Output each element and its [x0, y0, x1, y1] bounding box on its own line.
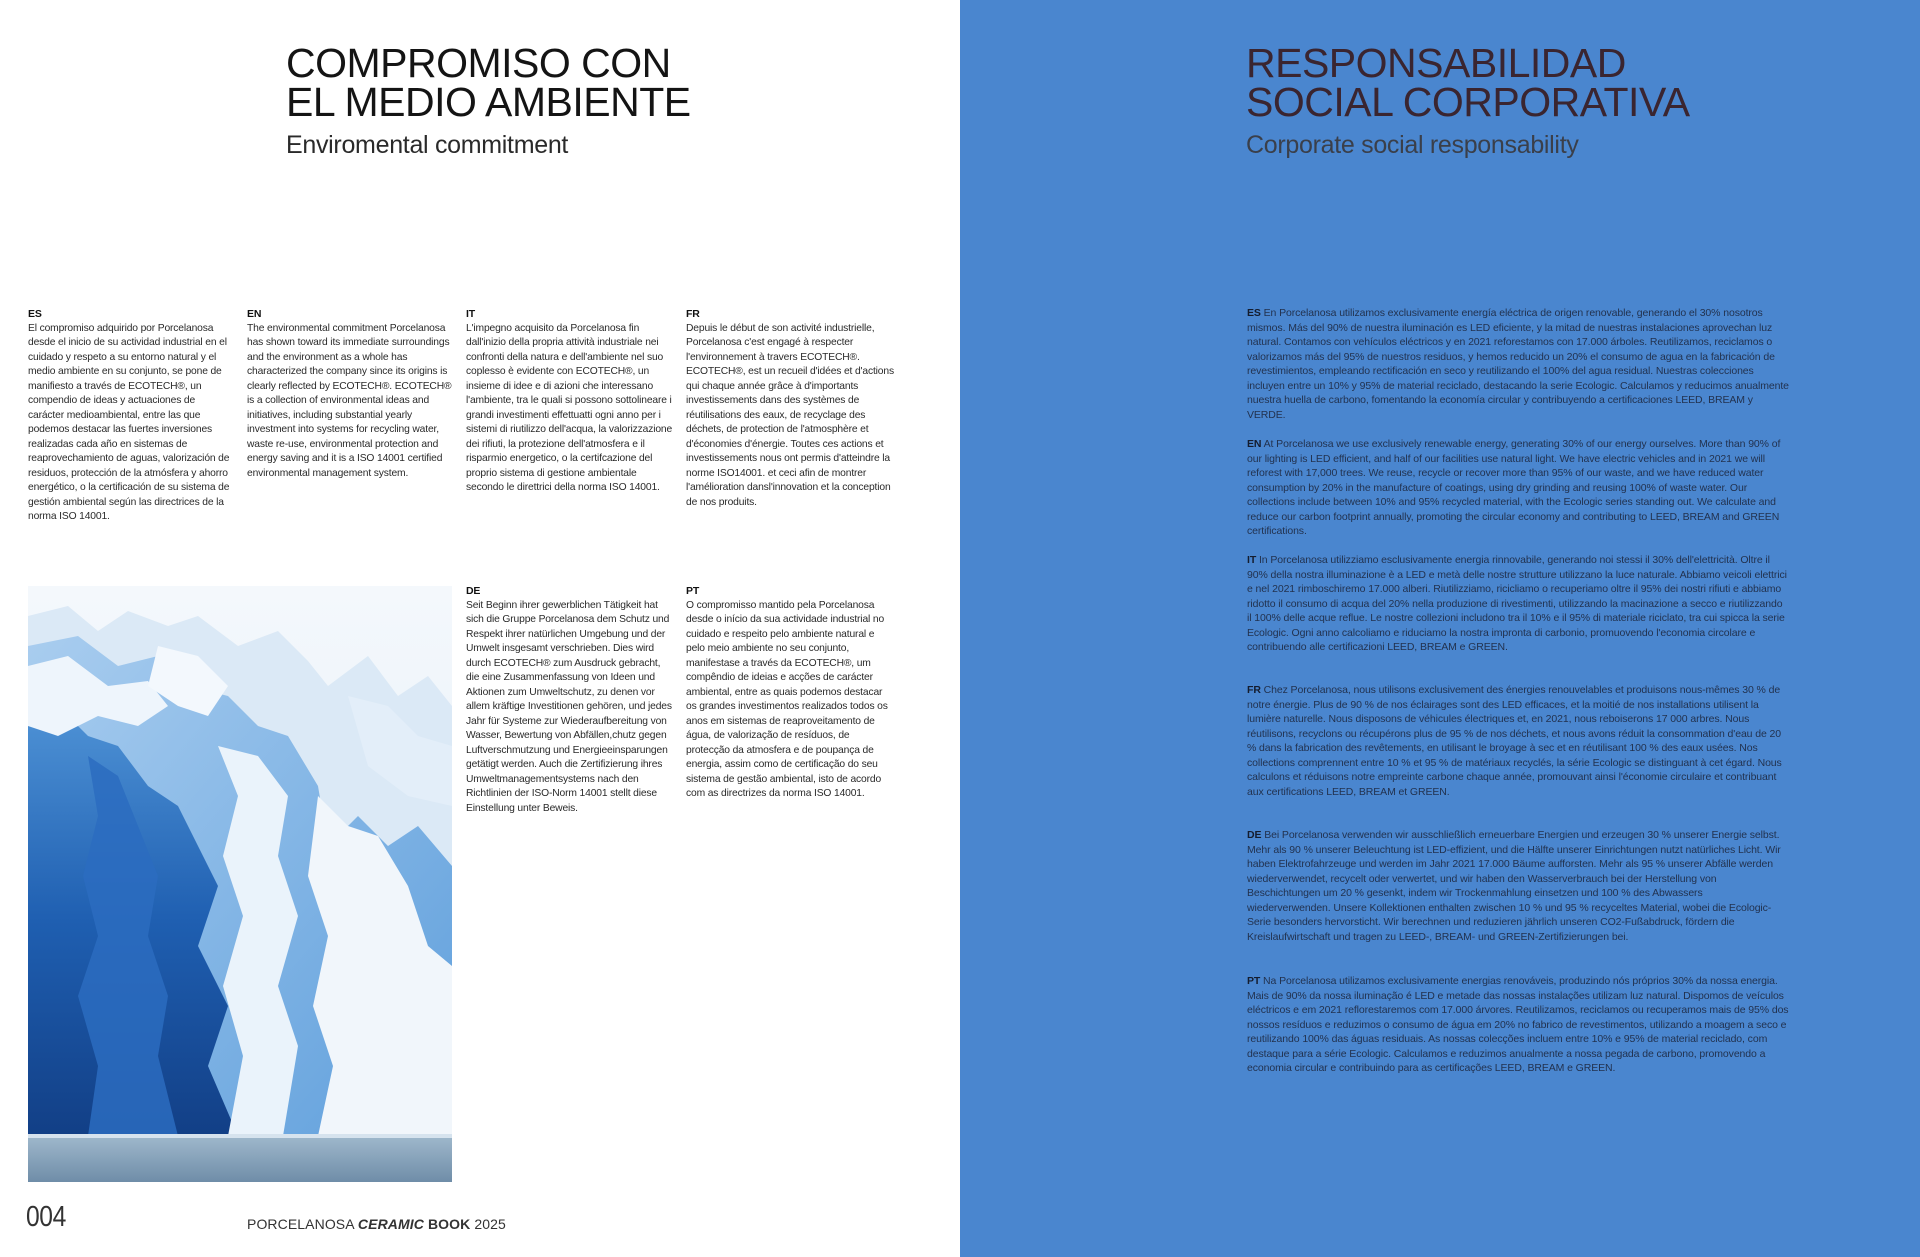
- footer-word-book: BOOK: [427, 1216, 471, 1232]
- language-code: PT: [1247, 975, 1261, 987]
- text-column-it: [466, 307, 674, 496]
- csr-paragraph-es: [1247, 306, 1789, 422]
- text-column-de: [466, 584, 674, 816]
- paragraph-text: At Porcelanosa we use exclusively renewable energy, generating 30% of our energy ourselves. More than 90% of our lighting is LED efficient, and half of our facilities use natural light. We have electric vehicles and in 2021 we will reforest with 17,000 trees. We reuse, recycle or recover more than 95% of our waste, and we have reduced water consumption by 20% in the manufacture of coatings, using dry grinding and reusing 100% of waste water. Our collections include between 10% and 95% recycled material, with the Ecologic series standing out. We calculate and reduce our carbon footprint annually, promoting the circular economy and contributing to LEED, BREAM and GREEN certifications.: [1247, 438, 1781, 537]
- paragraph-text: En Porcelanosa utilizamos exclusivamente energía eléctrica de origen renovable, generando el 30% nosotros mismos. Más del 90% de nuestra iluminación es LED eficiente, y la mitad de nuestras instalaciones aprovechan luz natural. Contamos con vehículos eléctricos y en 2021 reforestamos con 17.000 árboles. Reutilizamos, reciclamos o valorizamos más del 95% de nuestros residuos, y hemos reducido un 20% el consumo de agua en la fabricación de revestimientos, empleando rectificación en seco y reutilizando el 100% del agua residual. Nuestras colecciones incluyen entre un 10% y 95% de material reciclado, destacando la serie Ecologic. Calculamos y reducimos anualmente nuestra huella de carbono, fomentando la economía circular y contribuyendo a certificaciones LEED, BREAM y VERDE.: [1247, 307, 1789, 421]
- footer-word-ceramic: CERAMIC: [357, 1216, 424, 1232]
- csr-paragraph-en: [1247, 437, 1789, 539]
- column-text: O compromisso mantido pela Porcelanosa desde o início da sua actividade industrial no cuidado e respeito pelo ambiente natural e pelo meio ambiente no seu conjunto, manifestase a través da ECOTECH®, um compêndio de ideias e acções de carácter ambiental, entre as quais podemos destacar os grandes investimentos realizados todos os anos em sistemas de reaproveitamento de água, de valorização de resíduos, de protecção da atmosfera e de poupança de energia, assim como de certificação do seu sistema de gestão ambiental, isto de acordo com as directrizes da norma ISO 14001.: [686, 599, 888, 799]
- environment-title-line1: COMPROMISO CON: [286, 40, 671, 86]
- csr-subtitle: Corporate social responsability: [1246, 131, 1579, 159]
- column-text: The environmental commitment Porcelanosa has shown toward its immediate surroundings and the environment as a whole has characterized the company since its origins is clearly reflected by ECOTECH®. ECOTECH® is a collection of environmental ideas and initiatives, including substantial yearly investment into systems for recycling water, waste re-use, environmental protection and energy saving and it is a ISO 14001 certified environmental management system.: [247, 322, 452, 479]
- glacier-photo: [28, 586, 452, 1182]
- environment-title: [286, 40, 691, 125]
- footer-brand: PORCELANOSA: [247, 1216, 354, 1232]
- language-code: DE: [466, 585, 481, 597]
- csr-title: [1246, 40, 1690, 125]
- column-text: El compromiso adquirido por Porcelanosa desde el inicio de su actividad industrial en el cuidado y respeto a su entorno natural y el medio ambiente en su conjunto, se pone de manifiesto a través de ECOTECH®, un compendio de ideas y actuaciones de carácter medioambiental, entre las que podemos destacar las fuertes inversiones realizadas cada año en sistemas de reaprovechamiento de aguas, valorización de residuos, protección de la atmósfera y ahorro energético, o la certificación de su sistema de gestión ambiental según las directrices de la norma ISO 14001.: [28, 322, 230, 522]
- glacier-illustration: [28, 586, 452, 1182]
- csr-paragraph-de: [1247, 828, 1789, 944]
- language-code: FR: [686, 308, 700, 320]
- footer-brand-line: [247, 1216, 506, 1232]
- column-text: Depuis le début de son activité industrielle, Porcelanosa c'est engagé à respecter l'environnement à travers ECOTECH®. ECOTECH®, est un recueil d'idées et d'actions qui chaque année grâce à d'importants investissements dans des systèmes de réutilisations des eaux, de recyclage des déchets, de protection de l'atmosphère et d'économies d'énergie. Toutes ces actions et investissements nous ont permis d'atteindre la norme ISO14001. et ceci afin de montrer l'amélioration dansl'innovation et la conception de nos produits.: [686, 322, 894, 508]
- language-code: DE: [1247, 829, 1262, 841]
- text-column-fr: [686, 307, 894, 510]
- csr-title-line2: SOCIAL CORPORATIVA: [1246, 79, 1690, 125]
- environment-subtitle: Enviromental commitment: [286, 131, 569, 159]
- column-text: Seit Beginn ihrer gewerblichen Tätigkeit hat sich die Gruppe Porcelanosa dem Schutz und Respekt ihrer natürlichen Umgebung und der Umwelt insgesamt verschrieben. Dies wird durch ECOTECH® zum Ausdruck gebracht, die eine Zusammenfassung von Ideen und Aktionen zum Umweltschutz, zu denen vor allem kräftige Investitionen gehören, und jedes Jahr für Systeme zur Wiederaufbereitung von Wasser, Bewertung von Abfällen,chutz gegen Luftverschmutzung und Energieeinsparungen getätigt werden. Auch die Zertifizierung ihres Umweltmanagementsystems nach den Richtlinien der ISO-Norm 14001 stellt diese Einstellung unter Beweis.: [466, 599, 672, 814]
- text-column-es: [28, 307, 233, 525]
- language-code: IT: [1247, 554, 1257, 566]
- language-code: IT: [466, 308, 476, 320]
- language-code: EN: [1247, 438, 1262, 450]
- csr-paragraph-fr: [1247, 683, 1789, 799]
- language-code: FR: [1247, 684, 1261, 696]
- text-column-en: [247, 307, 457, 481]
- csr-paragraph-pt: [1247, 974, 1789, 1076]
- environment-title-line2: EL MEDIO AMBIENTE: [286, 79, 691, 125]
- csr-title-line1: RESPONSABILIDAD: [1246, 40, 1626, 86]
- csr-paragraph-it: [1247, 553, 1789, 655]
- column-text: L'impegno acquisito da Porcelanosa fin dall'inizio della propria attività industriale nei confronti della natura e dell'ambiente nel suo coplesso è evidente con ECOTECH®, un insieme di idee e di azioni che interessano l'ambiente, tra le quali si possono sottolineare i grandi investimenti effettuatti ogni anno per i sistemi di riutilizzo dell'acqua, la valorizzazione dei rifiuti, la protezione dell'atmosfera e il risparmio energetico, o la certifcazione del proprio sistema di gestione ambientale secondo le direttrici della norma ISO 14001.: [466, 322, 673, 493]
- paragraph-text: Bei Porcelanosa verwenden wir ausschließlich erneuerbare Energien und erzeugen 30 % unserer Energie selbst. Mehr als 90 % unserer Beleuchtung ist LED-effizient, und die Hälfte unserer Einrichtungen nutzt natürliches Licht. Wir haben Elektrofahrzeuge und werden im Jahr 2021 17.000 Bäume aufforsten. Mehr als 95 % unserer Abfälle werden wiederverwendet, recycelt oder verwertet, und wir haben den Wasserverbrauch bei der Herstellung von Beschichtungen um 20 % gesenkt, indem wir Trockenmahlung einsetzen und 100 % des Abwassers wiederverwenden. Unsere Kollektionen enthalten zwischen 10 % und 95 % recyceltes Material, wobei die Ecologic-Serie besonders hervorsticht. Wir berechnen und reduzieren jährlich unseren CO2-Fußabdruck, fördern die Kreislaufwirtschaft und tragen zu LEED-, BREAM- und GREEN-Zertifizierungen bei.: [1247, 829, 1781, 943]
- language-code: ES: [1247, 307, 1261, 319]
- paragraph-text: Na Porcelanosa utilizamos exclusivamente energias renováveis, produzindo nós próprios 30% da nossa energia. Mais de 90% da nossa iluminação é LED e metade das nossas instalações utilizam luz natural. Dispomos de veículos eléctricos e em 2021 reflorestaremos com 17.000 árvores. Reutilizamos, reciclamos ou recuperamos mais de 95% dos nossos resíduos e reduzimos o consumo de água em 20% no fabrico de revestimentos, utilizando a moagem a seco e reutilizando 100% das águas residuais. As nossas colecções incluem entre 10% e 95% de material reciclado, com destaque para a série Ecologic. Calculamos e reduzimos anualmente a nossa pegada de carbono, promovendo a economia circular e contribuindo para as certificações LEED, BREAM e GREEN.: [1247, 975, 1789, 1074]
- page-number: 004: [26, 1201, 66, 1233]
- paragraph-text: Chez Porcelanosa, nous utilisons exclusivement des énergies renouvelables et produisons nous-mêmes 30 % de notre énergie. Plus de 90 % de nos éclairages sont des LED efficaces, et la moitié de nos installations utilisent la lumière naturelle. Nous disposons de véhicules électriques et, en 2021, nous reboiserons 17 000 arbres. Nous réutilisons, recyclons ou récupérons plus de 95 % de nos déchets, et nous avons réduit la consommation d'eau de 20 % dans la fabrication des revêtements, en utilisant le broyage à sec et en réutilisant 100 % des eaux usées. Nos collections comprennent entre 10 % et 95 % de matériaux recyclés, la série Ecologic se distinguant à cet égard. Nous calculons et réduisons notre empreinte carbone chaque année, promouvant ainsi l'économie circulaire et contribuant aux certifications LEED, BREAM et GREEN.: [1247, 684, 1782, 798]
- language-code: EN: [247, 308, 262, 320]
- text-column-pt: [686, 584, 894, 802]
- footer-year: 2025: [474, 1216, 506, 1232]
- language-code: PT: [686, 585, 700, 597]
- language-code: ES: [28, 308, 42, 320]
- paragraph-text: In Porcelanosa utilizziamo esclusivamente energia rinnovabile, generando noi stessi il 30% dell'elettricità. Oltre il 90% della nostra illuminazione è a LED e metà delle nostre strutture utilizzano la luce naturale. Abbiamo veicoli elettrici e nel 2021 rimboschiremo 17.000 alberi. Riutilizziamo, ricicliamo o recuperiamo oltre il 95% dei nostri rifiuti e abbiamo ridotto il consumo di acqua del 20% nella produzione di rivestimenti, utilizzando la macinazione a secco e riutilizzando il 100% delle acque reflue. Le nostre collezioni includono tra il 10% e il 95% di materiale riciclato, tra cui spicca la serie Ecologic. Ogni anno calcoliamo e riduciamo la nostra impronta di carbonio, promuovendo l'economia circolare e contribuendo alle certificazioni LEED, BREAM e GREEN.: [1247, 554, 1787, 653]
